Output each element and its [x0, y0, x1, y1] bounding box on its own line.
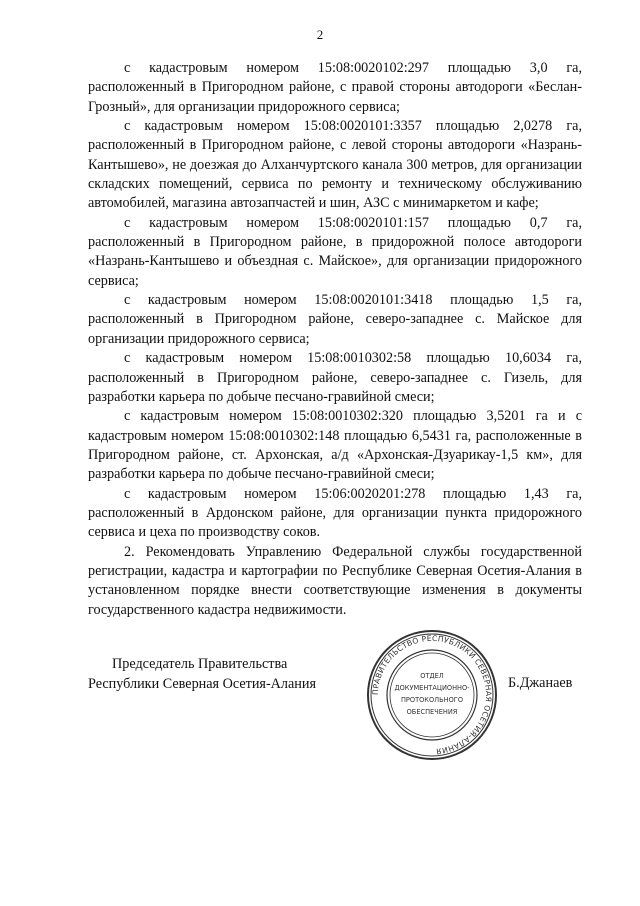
position-line-1: Председатель Правительства: [112, 656, 288, 672]
seal-ring-text: ПРАВИТЕЛЬСТВО РЕСПУБЛИКИ СЕВЕРНАЯ ОСЕТИЯ-АЛАНИЯ: [370, 633, 494, 756]
seal-text-2: ДОКУМЕНТАЦИОННО-: [394, 684, 470, 692]
document-body: [88, 59, 582, 620]
seal-text-3: ПРОТОКОЛЬНОГО: [400, 696, 464, 704]
page-number: 2: [316, 27, 324, 42]
official-seal: [357, 628, 507, 762]
seal-text-1: ОТДЕЛ: [420, 672, 444, 680]
signature-position: [88, 655, 316, 694]
svg-text:ПРАВИТЕЛЬСТВО РЕСПУБЛИКИ СЕВЕР: [371, 634, 493, 756]
paragraph-recommendation: 2. Рекомендовать Управлению Федеральной службы государственной регистрации, кадастра и картографии по Республике Северная Осетия-Алания в установленном порядке внести соответствующие изменения в документы государственного кадастра недвижимости.: [88, 543, 582, 618]
position-line-2: Республики Северная Осетия-Алания: [88, 675, 317, 692]
paragraph-plot-320-148: с кадастровым номером 15:08:0010302:320 площадью 3,5201 га и с кадастровым номером 15:08:0010302:148 площадью 6,5431 га, расположенные в Пригородном районе, ст. Архонская, а/д «Архонская-Дзуарикау-1,5 км», для разработки карьера по добыче песчано-гравийной смеси;: [88, 408, 582, 483]
seal-text-4: ОБЕСПЕЧЕНИЯ: [406, 708, 458, 716]
paragraph-plot-3418: с кадастровым номером 15:08:0020101:3418 площадью 1,5 га, расположенный в Пригородном районе, северо-западнее с. Майское для организации придорожного сервиса;: [88, 292, 582, 347]
paragraph-plot-157: с кадастровым номером 15:08:0020101:157 площадью 0,7 га, расположенный в Пригородном районе, в придорожной полосе автодороги «Назрань-Кантышево и объездная с. Майское», для организации придорожного сервиса;: [88, 214, 582, 289]
paragraph-plot-278: с кадастровым номером 15:06:0020201:278 площадью 1,43 га, расположенный в Ардонском районе, для организации пункта придорожного сервиса и цеха по производству соков.: [88, 485, 582, 541]
paragraph-plot-297: с кадастровым номером 15:08:0020102:297 площадью 3,0 га, расположенный в Пригородном районе, с правой стороны автодороги «Беслан-Грозный», для организации придорожного сервиса;: [88, 60, 582, 115]
paragraph-plot-3357: с кадастровым номером 15:08:0020101:3357 площадью 2,0278 га, расположенный в Пригородном районе, с левой стороны автодороги «Назрань-Кантышево», не доезжая до Алханчуртского канала 300 метров, для организации складских помещений, сервиса по ремонту и техническому обслуживанию автомобилей, магазина автозапчастей и шин, АЗС с минимаркетом и кафе;: [88, 118, 582, 212]
paragraph-plot-58: с кадастровым номером 15:08:0010302:58 площадью 10,6034 га, расположенный в Пригородном районе, северо-западнее с. Гизель, для разработки карьера по добыче песчано-гравийной смеси;: [88, 350, 582, 405]
signer-name: Б.Джанаев: [508, 675, 573, 691]
